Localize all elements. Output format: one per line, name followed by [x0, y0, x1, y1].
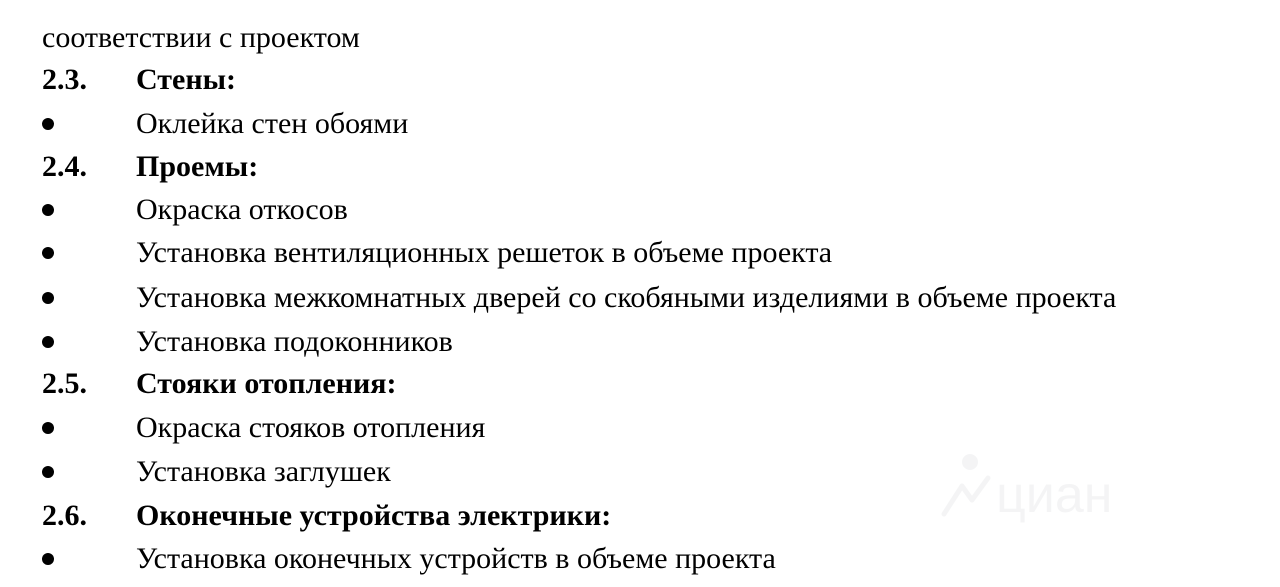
- cian-watermark: [938, 448, 1148, 528]
- list-item-text: Установка оконечных устройств в объеме проекта: [136, 542, 776, 575]
- list-item-text: Оклейка стен обоями: [136, 107, 409, 140]
- section-title: Стояки отопления:: [136, 367, 397, 400]
- bullet-icon: [42, 336, 54, 348]
- continuation-text: соответствии с проектом: [42, 21, 360, 54]
- bullet-icon: [42, 466, 54, 478]
- section-number: 2.3.: [42, 63, 87, 96]
- bullet-icon: [42, 204, 54, 216]
- list-item-text: Установка заглушек: [136, 455, 391, 488]
- watermark-text: циан: [996, 466, 1113, 524]
- cian-logo-icon: [944, 454, 988, 514]
- list-item-text: Окраска откосов: [136, 193, 348, 226]
- bullet-icon: [42, 292, 54, 304]
- section-number: 2.4.: [42, 150, 87, 183]
- list-item-text: Установка межкомнатных дверей со скобяными изделиями в объеме проекта: [136, 281, 1117, 314]
- bullet-icon: [42, 422, 54, 434]
- section-title: Проемы:: [136, 150, 259, 183]
- section-title: Стены:: [136, 63, 237, 96]
- bullet-icon: [42, 247, 54, 259]
- list-item-text: Установка вентиляционных решеток в объеме проекта: [136, 236, 833, 269]
- section-number: 2.5.: [42, 367, 87, 400]
- section-number: 2.6.: [42, 499, 87, 532]
- bullet-icon: [42, 118, 54, 130]
- list-item-text: Окраска стояков отопления: [136, 411, 486, 444]
- bullet-icon: [42, 553, 54, 565]
- list-item-text: Установка подоконников: [136, 325, 453, 358]
- section-title: Оконечные устройства электрики:: [136, 499, 612, 532]
